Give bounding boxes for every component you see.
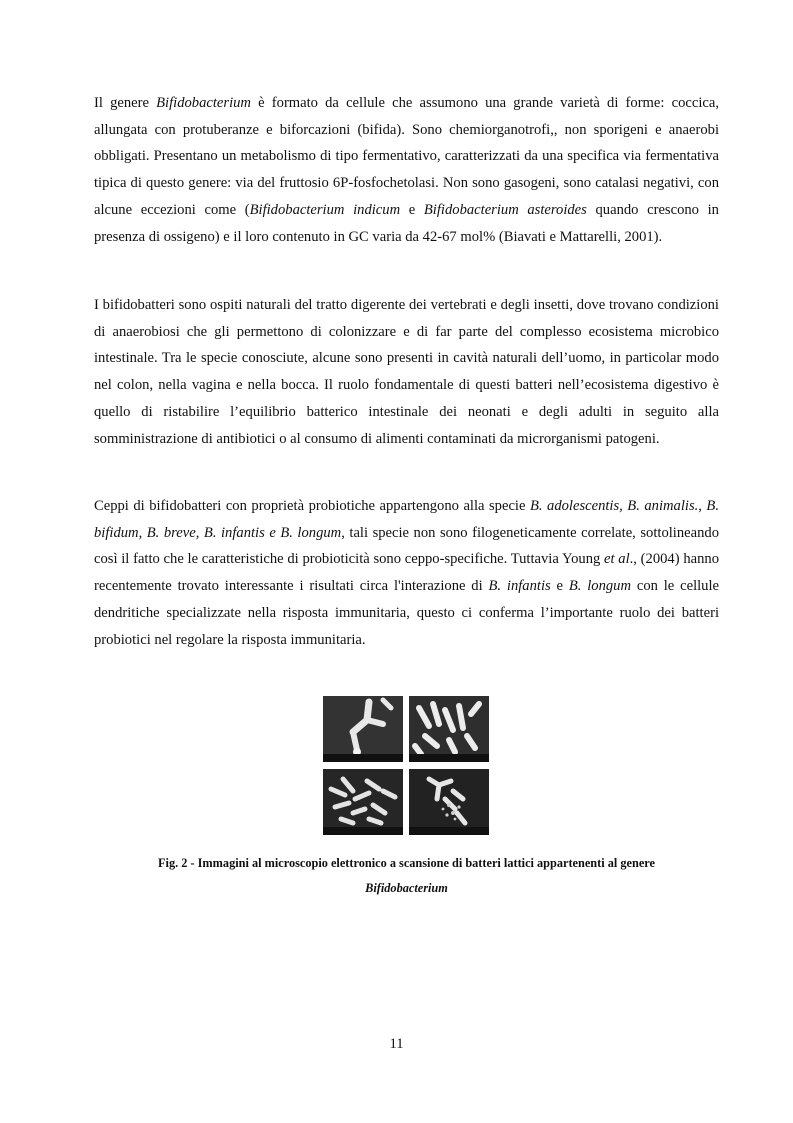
paragraph-3-segment: B. infantis [488,578,551,595]
paragraph-2 [94,292,719,452]
paragraph-3-segment: con le cellule dendritiche specializzate nella risposta immunitaria, questo ci conferma l’importante ruolo dei batteri probiotici nel regolare la risposta immunitaria. [94,578,720,648]
paragraph-1-segment: Bifidobacterium asteroides [423,201,587,218]
paragraph-3-segment: B. adolescentis, B. animalis., B. bifidum, B. breve, B. infantis e B. longum [94,498,719,541]
paragraph-1-segment: è formato da cellule che assumono una grande varietà di forme: coccica, allungata con protuberanze e biforcazioni (bifida). Sono chemiorganotrofi,, non sporigeni e anaerobi obbligati. Presentano un metabolismo di tipo fermentativo, caratterizzati da una specifica via fermentativa tipica di questo genere: via del fruttosio 6P-fosfochetolasi. Non sono gasogeni, sono catalasi negativi, con alcune eccezioni come ( [94,95,719,218]
paragraph-1 [94,90,719,250]
paragraph-2-segment: I bifidobatteri sono ospiti naturali del tratto digerente dei vertebrati e degli insetti, dove trovano condizioni di anaerobiosi che gli permettono di colonizzare e di far parte del complesso ecosistema microbico intestinale. Tra le specie conosciute, alcune sono presenti in cavità naturali dell’uomo, in particolar modo nel colon, nella vagina e nella bocca. Il ruolo fondamentale di questi batteri nell’ecosistema digestivo è quello di ristabilire l’equilibrio batterico intestinale dei neonati e degli adulti in seguito alla somministrazione di antibiotici o al consumo di alimenti contaminati da microrganismi patogeni. [94,297,719,447]
page-number: 11 [389,1036,404,1052]
paragraph-3-segment: B. longum [568,578,632,595]
figure-caption-genus: Bifidobacterium [365,881,448,895]
paragraph-3-segment: Ceppi di bifidobatteri con proprietà probiotiche appartengono alla specie [94,498,530,514]
paragraph-3-segment: et al [604,551,630,568]
paragraph-3-segment: ., (2004) hanno recentemente trovato interessante i risultati circa l'interazione di [94,551,719,595]
paragraph-1-segment: e [400,201,424,218]
sem-figure [323,696,489,836]
paragraph-3-segment: , tali specie non sono filogeneticamente correlate, sottolineando così il fatto che le caratteristiche di probioticità sono ceppo-specifiche. Tuttavia Young [94,524,719,568]
sem-micrograph-3-image [323,769,403,835]
paragraph-3-segment: e [550,578,569,595]
paragraph-1-segment: quando crescono in presenza di ossigeno) e il loro contenuto in GC varia da 42-67 mol% (Biavati e Mattarelli, 2001). [94,201,719,245]
paragraph-1-segment: Il genere [94,95,157,111]
figure-caption: Fig. 2 - Immagini al microscopio elettronico a scansione di batteri lattici appartenenti al genere [158,856,655,870]
sem-micrograph-2-image [409,696,489,762]
sem-micrograph-1-image [323,696,403,762]
sem-micrograph-3 [323,769,403,835]
paragraph-3 [94,493,719,653]
sem-micrograph-2 [409,696,489,762]
paragraph-1-segment: Bifidobacterium [156,95,251,111]
sem-micrograph-4-image [409,769,489,835]
sem-micrograph-4 [409,769,489,835]
sem-micrograph-1 [323,696,403,762]
paragraph-1-segment: Bifidobacterium indicum [249,201,401,218]
